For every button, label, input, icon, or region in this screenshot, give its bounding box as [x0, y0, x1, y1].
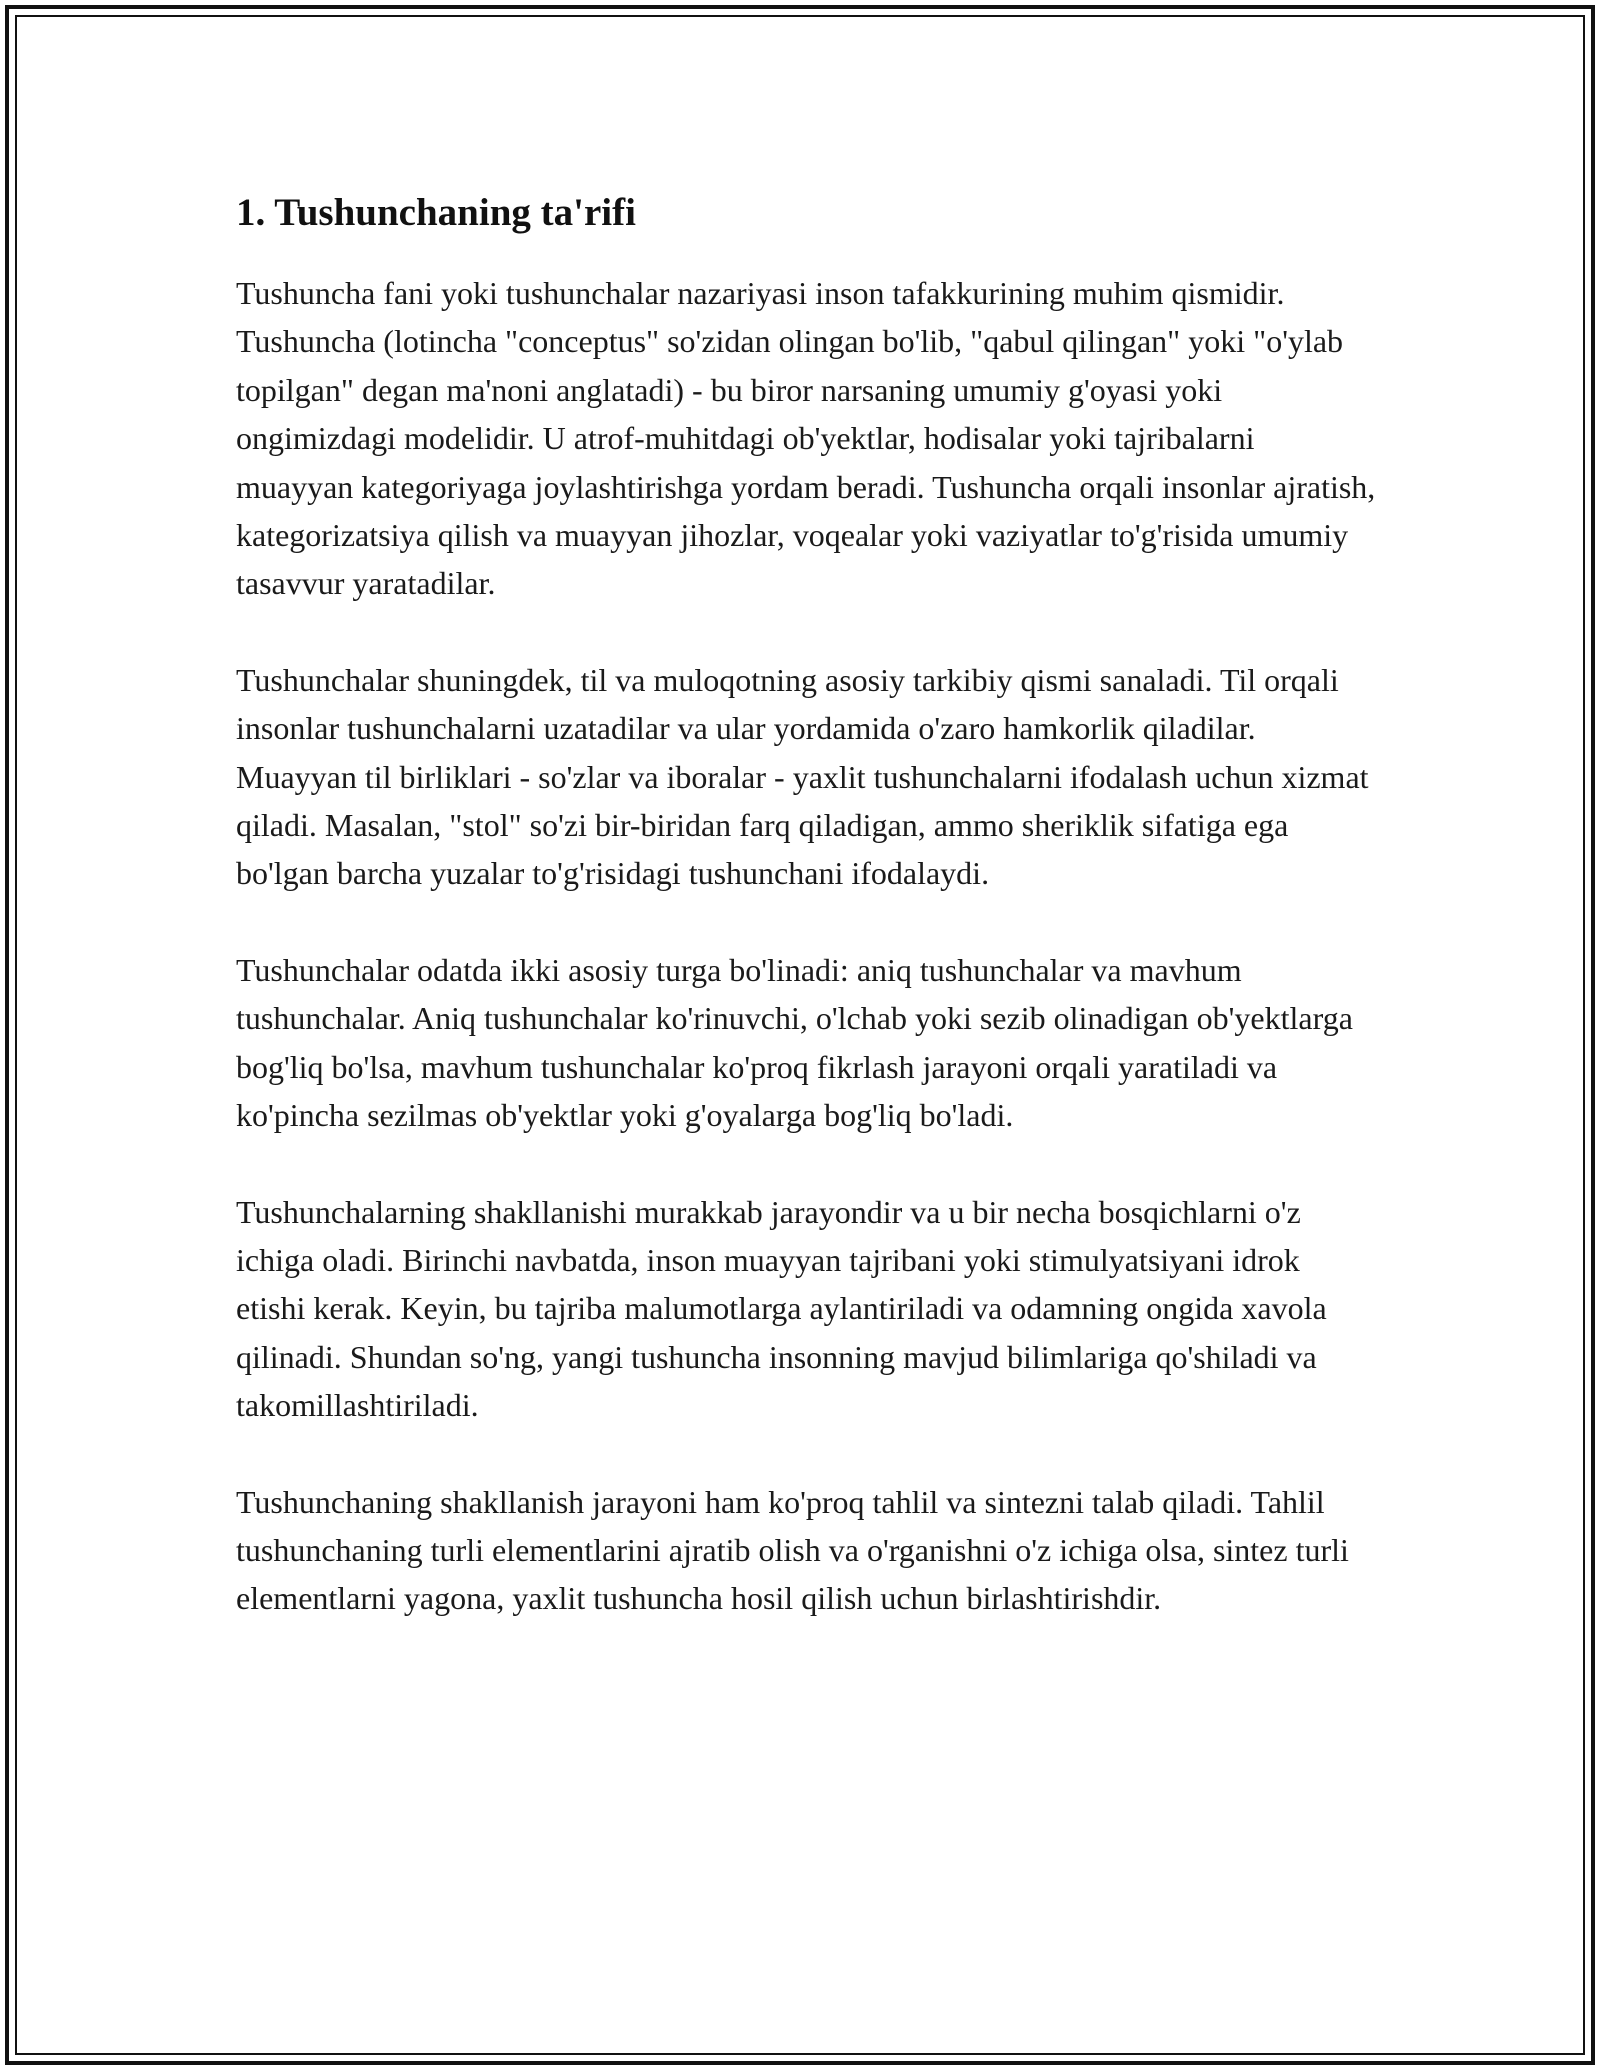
paragraph-analysis-synthesis: Tushunchaning shakllanish jarayoni ham ko'proq tahlil va sintezni talab qiladi. Tahlil tushunchaning turli elementlarini ajratib olish va o'rganishni o'z ichiga olsa, sintez turli elementlarni yagona, yaxlit tushuncha hosil qilish uchun birlashtirishdir.: [236, 1483, 1349, 1617]
paragraph-types: Tushunchalar odatda ikki asosiy turga bo'linadi: aniq tushunchalar va mavhum tushunchalar. Aniq tushunchalar ko'rinuvchi, o'lchab yoki sezib olinadigan ob'yektlarga bog'liq bo'lsa, mavhum tushunchalar ko'proq fikrlash jarayoni orqali yaratiladi va ko'pincha sezilmas ob'yektlar yoki g'oyalarga bog'liq bo'ladi.: [236, 951, 1353, 1134]
paragraph-definition: Tushuncha fani yoki tushunchalar nazariyasi inson tafakkurining muhim qismidir. Tushuncha (lotincha "conceptus" so'zidan olingan bo'lib, "qabul qilingan" yoki "o'ylab topilgan" degan ma'noni anglatadi) - bu biror narsaning umumiy g'oyasi yoki ongimizdagi modelidir. U atrof-muhitdagi ob'yektlar, hodisalar yoki tajribalarni muayyan kategoriyaga joylashtirishga yordam beradi. Tushuncha orqali insonlar ajratish, kategorizatsiya qilish va muayyan jihozlar, voqealar yoki vaziyatlar to'g'risida umumiy tasavvur yaratadilar.: [236, 275, 1376, 602]
paragraph-language: Tushunchalar shuningdek, til va muloqotning asosiy tarkibiy qismi sanaladi. Til orqali insonlar tushunchalarni uzatadilar va ular yordamida o'zaro hamkorlik qiladilar. Muayyan til birliklari - so'zlar va iboralar - yaxlit tushunchalarni ifodalash uchun xizmat qiladi. Masalan, "stol" so'zi bir-biridan farq qiladigan, ammo sheriklik sifatiga ega bo'lgan barcha yuzalar to'g'risidagi tushunchani ifodalaydi.: [236, 661, 1369, 892]
paragraph-formation: Tushunchalarning shakllanishi murakkab jarayondir va u bir necha bosqichlarni o'z ichiga oladi. Birinchi navbatda, inson muayyan tajribani yoki stimulyatsiyani idrok etishi kerak. Keyin, bu tajriba malumotlarga aylantiriladi va odamning ongida xavola qilinadi. Shundan so'ng, yangi tushuncha insonning mavjud bilimlariga qo'shiladi va takomillashtiriladi.: [236, 1193, 1327, 1424]
document-body: [236, 188, 1376, 1623]
section-heading: 1. Tushunchaning ta'rifi: [236, 191, 636, 234]
